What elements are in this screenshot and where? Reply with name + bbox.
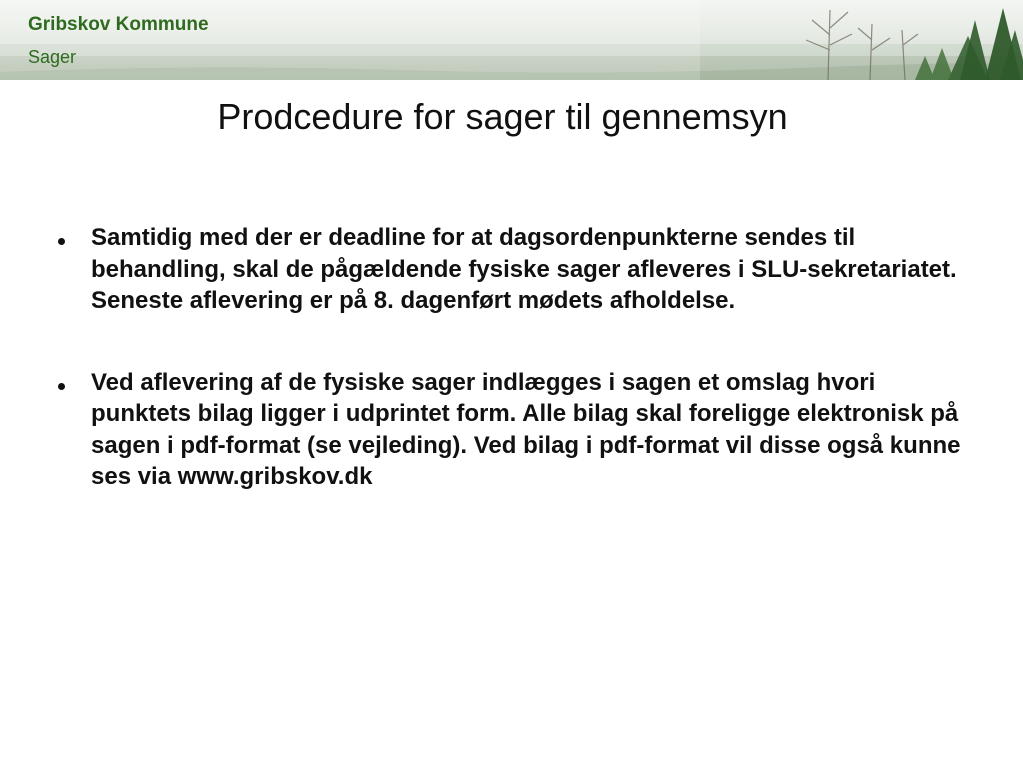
bullet-item xyxy=(56,367,976,493)
bullet-item xyxy=(56,222,976,317)
organization-name: Gribskov Kommune xyxy=(28,14,209,35)
bullet-text: Ved aflevering af de fysiske sager indlægges i sagen et omslag hvori punktets bilag ligger i udprintet form. Alle bilag skal foreligge elektronisk på sagen i pdf-format (se vejleding). Ved bilag i pdf-format vil disse også kunne ses via www.gribskov.dk xyxy=(91,368,961,490)
bullet-dot-icon xyxy=(58,383,65,390)
bullet-dot-icon xyxy=(58,238,65,245)
slide-title: Prodcedure for sager til gennemsyn xyxy=(217,96,788,137)
landscape-banner-image xyxy=(0,0,1023,80)
bullet-list xyxy=(56,222,976,543)
bullet-text: Samtidig med der er deadline for at dagsordenpunkterne sendes til behandling, skal de pågældende fysiske sager afleveres i SLU-sekretariatet. Seneste aflevering er på 8. dagenført mødets afholdelse. xyxy=(91,224,957,314)
header-banner xyxy=(0,0,1023,80)
section-name: Sager xyxy=(28,47,77,67)
